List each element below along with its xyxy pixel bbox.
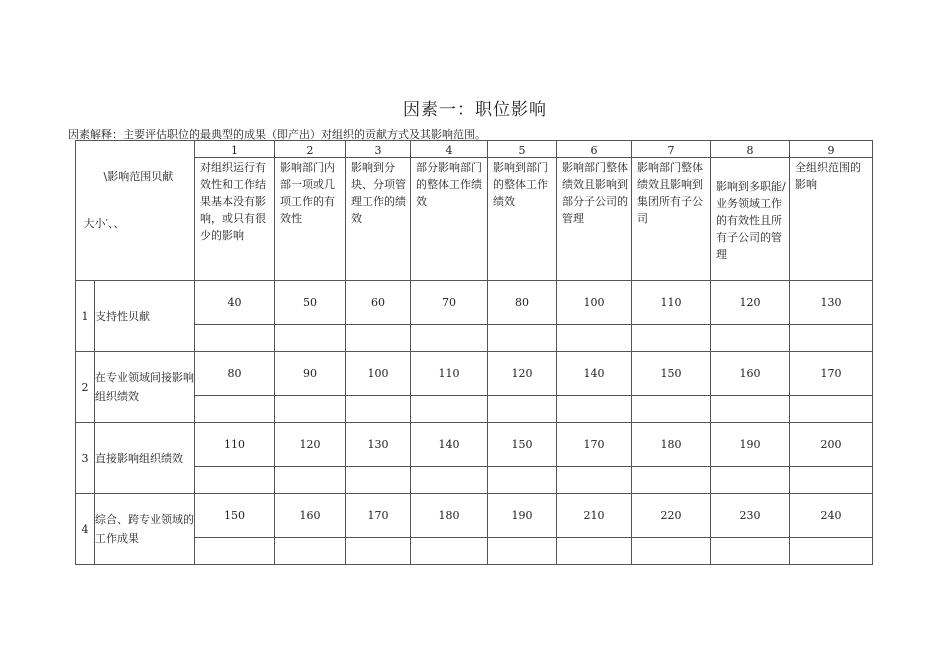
table-row (76, 494, 873, 538)
empty-cell (275, 396, 346, 423)
score-cell: 80 (195, 352, 275, 396)
score-cell: 240 (790, 494, 873, 538)
score-cell: 110 (195, 423, 275, 467)
row-index: 3 (76, 423, 95, 494)
empty-cell (790, 538, 873, 565)
score-cell: 60 (346, 281, 411, 325)
column-description-row (76, 158, 873, 281)
empty-cell (632, 467, 711, 494)
score-cell: 140 (411, 423, 488, 467)
blank-row (76, 538, 873, 565)
table-row (76, 423, 873, 467)
score-cell: 150 (488, 423, 557, 467)
empty-cell (195, 538, 275, 565)
empty-cell (790, 325, 873, 352)
column-number: 4 (411, 141, 488, 158)
empty-cell (557, 538, 632, 565)
score-cell: 130 (790, 281, 873, 325)
page-title: 因素一：职位影响 (403, 100, 547, 120)
blank-row (76, 325, 873, 352)
empty-cell (632, 538, 711, 565)
score-cell: 160 (711, 352, 790, 396)
row-index: 1 (76, 281, 95, 352)
column-number: 2 (275, 141, 346, 158)
empty-cell (711, 538, 790, 565)
score-cell: 100 (557, 281, 632, 325)
empty-cell (488, 538, 557, 565)
score-cell: 50 (275, 281, 346, 325)
score-cell: 120 (275, 423, 346, 467)
column-number: 6 (557, 141, 632, 158)
empty-cell (346, 467, 411, 494)
column-description: 影响到多职能/业务领域工作的有效性且所有子公司的管理 (711, 158, 790, 281)
row-label: 支持性贝献 (95, 281, 195, 352)
position-impact-table (75, 140, 873, 565)
empty-cell (557, 396, 632, 423)
corner-top-label: \影响范围贝献 (103, 169, 174, 183)
score-cell: 120 (711, 281, 790, 325)
blank-row (76, 467, 873, 494)
empty-cell (195, 325, 275, 352)
table-row (76, 281, 873, 325)
empty-cell (195, 396, 275, 423)
empty-cell (632, 325, 711, 352)
empty-cell (411, 538, 488, 565)
empty-cell (346, 325, 411, 352)
score-cell: 180 (632, 423, 711, 467)
empty-cell (275, 467, 346, 494)
score-cell: 170 (557, 423, 632, 467)
score-cell: 120 (488, 352, 557, 396)
empty-cell (411, 467, 488, 494)
score-cell: 150 (195, 494, 275, 538)
column-number: 7 (632, 141, 711, 158)
factor-description: 因素解释：主要评估职位的最典型的成果（即产出）对组织的贡献方式及其影响范围。 (68, 128, 486, 141)
column-number-row (76, 141, 873, 158)
empty-cell (557, 325, 632, 352)
score-cell: 110 (411, 352, 488, 396)
column-number: 8 (711, 141, 790, 158)
empty-cell (790, 396, 873, 423)
empty-cell (488, 325, 557, 352)
empty-cell (488, 396, 557, 423)
score-cell: 40 (195, 281, 275, 325)
column-description: 影响部门整体绩效且影响到集团所有子公司 (632, 158, 711, 281)
empty-cell (557, 467, 632, 494)
empty-cell (711, 467, 790, 494)
empty-cell (632, 396, 711, 423)
empty-cell (346, 396, 411, 423)
score-cell: 170 (790, 352, 873, 396)
column-number: 3 (346, 141, 411, 158)
score-cell: 190 (711, 423, 790, 467)
column-description: 影响部门整体绩效且影响到部分子公司的管理 (557, 158, 632, 281)
score-cell: 220 (632, 494, 711, 538)
score-cell: 110 (632, 281, 711, 325)
row-label: 在专业领域间接影响组织绩效 (95, 352, 195, 423)
score-cell: 170 (346, 494, 411, 538)
column-description: 对组织运行有效性和工作结果基本没有影响，或只有很少的影响 (195, 158, 275, 281)
column-description: 影响部门内部一项或几项工作的有效性 (275, 158, 346, 281)
score-cell: 90 (275, 352, 346, 396)
empty-cell (488, 467, 557, 494)
empty-cell (411, 325, 488, 352)
score-cell: 70 (411, 281, 488, 325)
score-cell: 230 (711, 494, 790, 538)
column-description: 部分影响部门的整体工作绩效 (411, 158, 488, 281)
column-description: 全组织范围的影响 (790, 158, 873, 281)
score-cell: 130 (346, 423, 411, 467)
score-cell: 180 (411, 494, 488, 538)
score-cell: 150 (632, 352, 711, 396)
table-row (76, 352, 873, 396)
empty-cell (711, 325, 790, 352)
score-cell: 160 (275, 494, 346, 538)
column-number: 5 (488, 141, 557, 158)
column-number: 1 (195, 141, 275, 158)
empty-cell (275, 325, 346, 352)
score-cell: 140 (557, 352, 632, 396)
column-description: 影响到分块、分项管理工作的绩效 (346, 158, 411, 281)
row-index: 4 (76, 494, 95, 565)
empty-cell (411, 396, 488, 423)
score-cell: 100 (346, 352, 411, 396)
column-number: 9 (790, 141, 873, 158)
empty-cell (790, 467, 873, 494)
blank-row (76, 396, 873, 423)
row-index: 2 (76, 352, 95, 423)
table-corner-cell (76, 141, 195, 281)
row-label: 综合、跨专业领域的工作成果 (95, 494, 195, 565)
empty-cell (346, 538, 411, 565)
score-cell: 80 (488, 281, 557, 325)
score-cell: 210 (557, 494, 632, 538)
corner-bottom-label: 大小′、、 (83, 216, 125, 230)
score-cell: 200 (790, 423, 873, 467)
empty-cell (195, 467, 275, 494)
row-label: 直接影响组织绩效 (95, 423, 195, 494)
score-cell: 190 (488, 494, 557, 538)
empty-cell (711, 396, 790, 423)
empty-cell (275, 538, 346, 565)
column-description: 影响到部门的整体工作绩效 (488, 158, 557, 281)
